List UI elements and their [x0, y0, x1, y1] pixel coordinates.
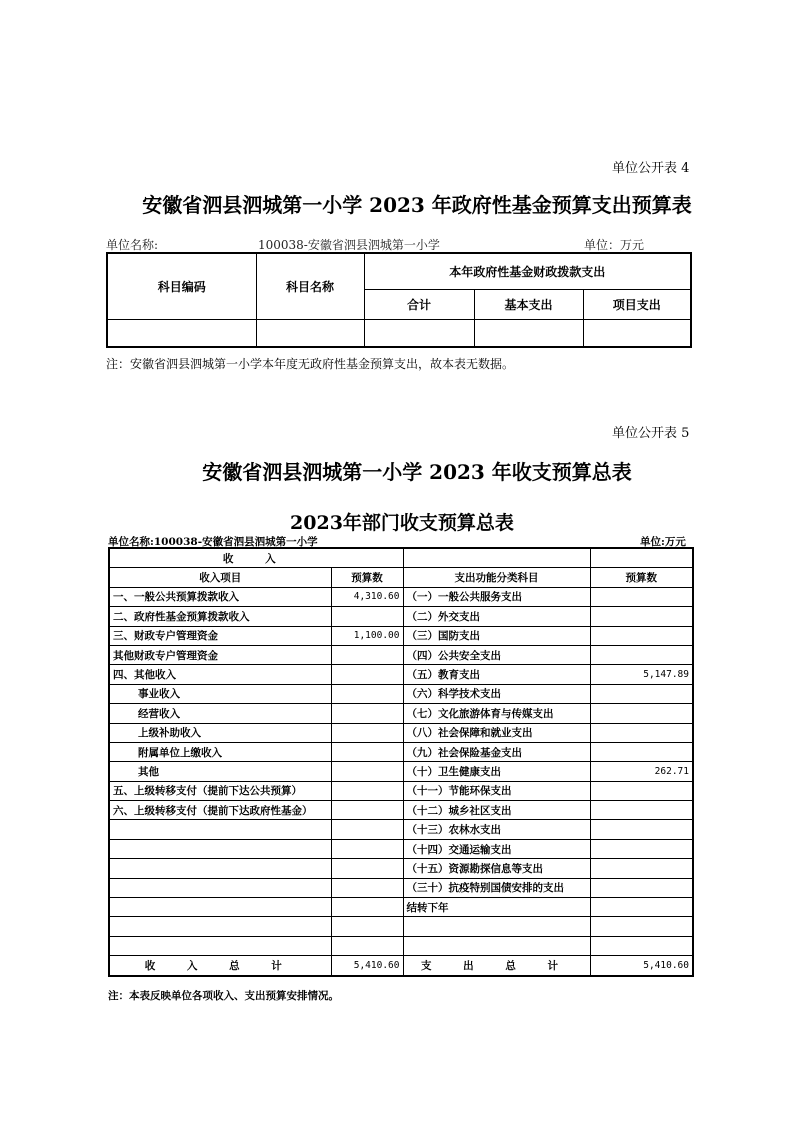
expense-item: （七）文化旅游体育与传媒支出: [403, 704, 590, 723]
income-item: 二、政府性基金预算拨款收入: [109, 607, 331, 626]
table-row: [109, 762, 693, 781]
table-row: [109, 839, 693, 858]
header-basic: 基本支出: [474, 289, 583, 319]
expense-amount: [590, 878, 693, 897]
table4-currency-label: 单位：万元: [584, 238, 645, 252]
table-row: [109, 645, 693, 664]
expense-item: （六）科学技术支出: [403, 684, 590, 703]
income-item: 四、其他收入: [109, 665, 331, 684]
income-item: 三、财政专户管理资金: [109, 626, 331, 645]
table-row: [109, 607, 693, 626]
income-amount: [331, 898, 403, 917]
income-section-header: 收 入: [109, 548, 403, 568]
expense-amount: [590, 859, 693, 878]
table-row: [109, 684, 693, 703]
table-row: [109, 878, 693, 897]
expense-item: （八）社会保障和就业支出: [403, 723, 590, 742]
income-amount: [331, 742, 403, 761]
header-income-amount: 预算数: [331, 568, 403, 587]
income-item: [109, 936, 331, 955]
table-row: [109, 587, 693, 606]
empty-cell: [364, 319, 474, 347]
table-row: [109, 781, 693, 800]
income-amount: [331, 665, 403, 684]
expense-amount: [590, 742, 693, 761]
income-amount: [331, 607, 403, 626]
table-row: [109, 898, 693, 917]
expense-amount: [590, 936, 693, 955]
expense-item: （一）一般公共服务支出: [403, 587, 590, 606]
expense-item: [403, 917, 590, 936]
table5-subtitle: 2023年部门收支预算总表: [290, 512, 514, 534]
expense-item: （二）外交支出: [403, 607, 590, 626]
empty-cell: [403, 548, 590, 568]
table-row: [109, 723, 693, 742]
income-amount: [331, 645, 403, 664]
income-item: 其他财政专户管理资金: [109, 645, 331, 664]
expense-item: （四）公共安全支出: [403, 645, 590, 664]
header-expense-amount: 预算数: [590, 568, 693, 587]
income-amount: [331, 820, 403, 839]
income-item: [109, 839, 331, 858]
total-expense-label: 支 出 总 计: [403, 956, 590, 976]
income-item: [109, 820, 331, 839]
expense-item: 结转下年: [403, 898, 590, 917]
expense-amount: [590, 626, 693, 645]
table-row: [109, 917, 693, 936]
total-expense-amount: 5,410.60: [590, 956, 693, 976]
table-row: [109, 820, 693, 839]
empty-cell: [474, 319, 583, 347]
income-item: 上级补助收入: [109, 723, 331, 742]
expense-amount: 262.71: [590, 762, 693, 781]
table-row: [109, 704, 693, 723]
expense-item: （十三）农林水支出: [403, 820, 590, 839]
total-income-label: 收 入 总 计: [109, 956, 331, 976]
income-item: 其他: [109, 762, 331, 781]
empty-cell: [590, 548, 693, 568]
table-row: [109, 665, 693, 684]
income-item: 一、一般公共预算拨款收入: [109, 587, 331, 606]
expense-item: （十）卫生健康支出: [403, 762, 590, 781]
empty-cell: [583, 319, 691, 347]
expense-item: （三十）抗疫特别国债安排的支出: [403, 878, 590, 897]
expense-amount: [590, 898, 693, 917]
table4-unit-name-label: 单位名称:: [106, 238, 159, 252]
expense-item: （十一）节能环保支出: [403, 781, 590, 800]
header-group: 本年政府性基金财政拨款支出: [364, 253, 691, 289]
expense-amount: [590, 607, 693, 626]
income-amount: [331, 704, 403, 723]
table4-unit-name-value: 100038-安徽省泗县泗城第一小学: [258, 238, 440, 252]
table-row: [109, 801, 693, 820]
expense-item: [403, 936, 590, 955]
income-item: 事业收入: [109, 684, 331, 703]
table-row: [109, 859, 693, 878]
income-amount: [331, 917, 403, 936]
expense-amount: [590, 781, 693, 800]
expense-amount: [590, 723, 693, 742]
expense-amount: [590, 839, 693, 858]
header-name: 科目名称: [256, 253, 364, 319]
expense-amount: [590, 684, 693, 703]
empty-cell: [107, 319, 256, 347]
income-amount: [331, 878, 403, 897]
expense-item: （十五）资源勘探信息等支出: [403, 859, 590, 878]
header-code: 科目编码: [107, 253, 256, 319]
table4-note: 注：安徽省泗县泗城第一小学本年度无政府性基金预算支出，故本表无数据。: [106, 357, 515, 371]
income-amount: [331, 801, 403, 820]
income-item: [109, 859, 331, 878]
income-item: 六、上级转移支付（提前下达政府性基金）: [109, 801, 331, 820]
income-amount: [331, 839, 403, 858]
header-project: 项目支出: [583, 289, 691, 319]
total-income-amount: 5,410.60: [331, 956, 403, 976]
expense-amount: [590, 820, 693, 839]
expense-amount: [590, 645, 693, 664]
expense-item: （十二）城乡社区支出: [403, 801, 590, 820]
table-row: [109, 742, 693, 761]
income-amount: [331, 936, 403, 955]
table5-unit-name: 单位名称:100038-安徽省泗县泗城第一小学: [108, 536, 318, 548]
income-item: [109, 917, 331, 936]
table-row: [109, 936, 693, 955]
expense-amount: [590, 917, 693, 936]
income-amount: [331, 859, 403, 878]
header-expense-item: 支出功能分类科目: [403, 568, 590, 587]
income-amount: [331, 684, 403, 703]
income-item: 附属单位上缴收入: [109, 742, 331, 761]
income-item: 经营收入: [109, 704, 331, 723]
table5-title: 安徽省泗县泗城第一小学 2023 年收支预算总表: [202, 460, 632, 484]
income-item: [109, 878, 331, 897]
expense-amount: [590, 587, 693, 606]
expense-amount: 5,147.89: [590, 665, 693, 684]
expense-amount: [590, 704, 693, 723]
income-amount: [331, 781, 403, 800]
table4-title: 安徽省泗县泗城第一小学 2023 年政府性基金预算支出预算表: [142, 193, 692, 217]
income-item: [109, 898, 331, 917]
expense-amount: [590, 801, 693, 820]
expense-item: （九）社会保险基金支出: [403, 742, 590, 761]
header-income-item: 收入项目: [109, 568, 331, 587]
table5-tag: 单位公开表 5: [612, 426, 690, 441]
total-row: [109, 956, 693, 976]
expense-item: （五）教育支出: [403, 665, 590, 684]
income-amount: [331, 723, 403, 742]
table5-note: 注：本表反映单位各项收入、支出预算安排情况。: [108, 990, 339, 1002]
table4-tag: 单位公开表 4: [612, 161, 690, 176]
expense-item: （三）国防支出: [403, 626, 590, 645]
empty-cell: [256, 319, 364, 347]
expense-item: （十四）交通运输支出: [403, 839, 590, 858]
table4: [106, 252, 692, 348]
income-amount: [331, 762, 403, 781]
header-total: 合计: [364, 289, 474, 319]
table5-currency: 单位:万元: [640, 536, 686, 548]
income-amount: 1,100.00: [331, 626, 403, 645]
income-item: 五、上级转移支付（提前下达公共预算）: [109, 781, 331, 800]
table-row: [109, 626, 693, 645]
table5: [108, 547, 694, 977]
income-amount: 4,310.60: [331, 587, 403, 606]
